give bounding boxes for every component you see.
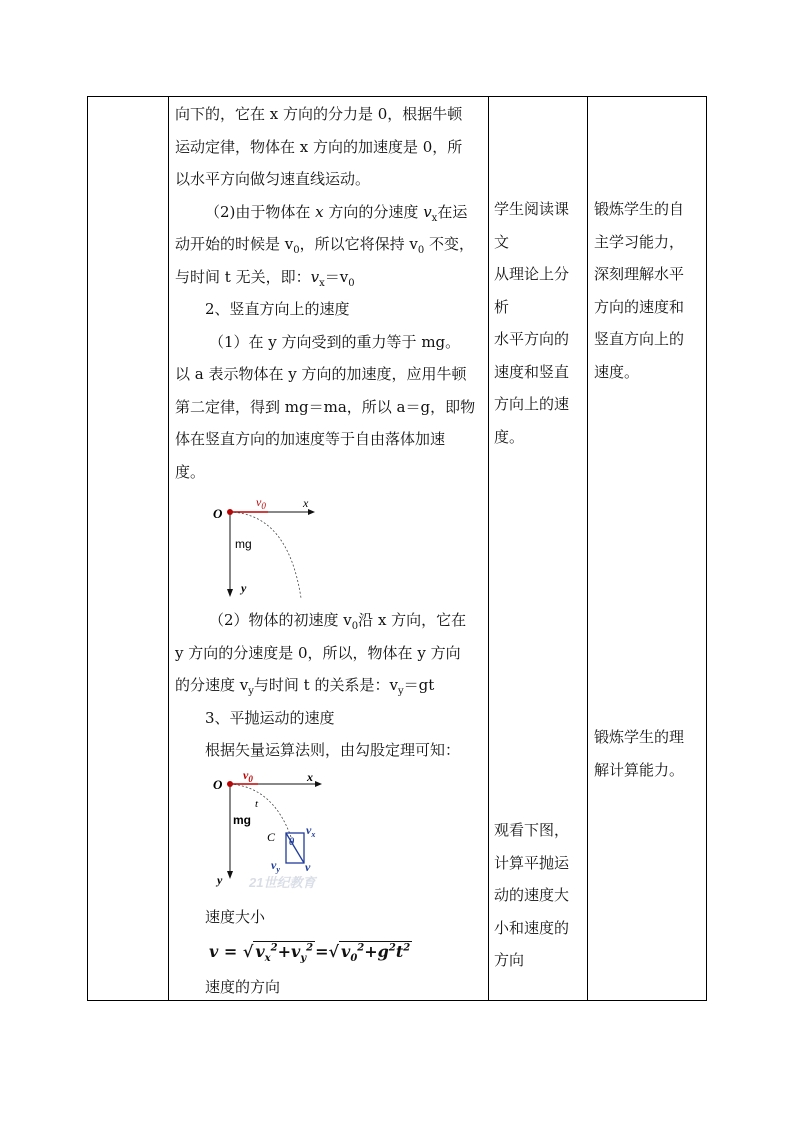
text-line: 速度。 (594, 362, 640, 381)
text-line: 计算平抛运 (494, 853, 570, 872)
text-line: 体在竖直方向的加速度等于自由落体加速 (175, 430, 446, 448)
origin-label: O (213, 776, 223, 792)
text-line: 根据矢量运算法则，由勾股定理可知： (205, 741, 461, 759)
text-line: 锻炼学生的自 (594, 200, 685, 218)
text-line: 文 (494, 232, 510, 251)
text-line: 水平方向的 (494, 330, 570, 348)
student-activity-column (494, 814, 586, 977)
y-axis-label: y (217, 872, 223, 887)
text-line: 运动定律，物体在 x 方向的加速度是 0，所 (175, 137, 463, 156)
text-line: 小和速度的 (494, 918, 570, 937)
design-intent-column (594, 721, 702, 786)
text-line: 以水平方向做匀速直线运动。 (175, 170, 371, 188)
v-label: v (305, 859, 311, 874)
lesson-table (87, 96, 707, 1001)
text-line: 解计算能力。 (594, 760, 685, 779)
text-line: 竖直方向上的 (594, 330, 685, 348)
v0-label: $v_0$ (243, 768, 253, 784)
text-line: 以 a 表示物体在 y 方向的加速度，应用牛顿 (175, 365, 467, 383)
speed-formula: v = √ $v_x^2+v_y^2$ =√ $v_0^2+g^2t^2$ (209, 942, 411, 965)
y-axis-arrow (227, 589, 233, 597)
point-c-label: C (267, 829, 276, 844)
velocity-diagram (203, 769, 363, 901)
text-line: 速度的方向 (205, 978, 281, 996)
text-line: 方向上的速 (494, 395, 570, 413)
text-line: （2）物体的初速度 $v_0$沿 x 方向，它在 (209, 611, 467, 632)
y-axis-arrow (227, 871, 233, 879)
text-line: 学生阅读课 (494, 200, 570, 218)
text-line: （1）在 y 方向受到的重力等于 mg。 (209, 332, 461, 351)
paragraph-horizontal-velocity: （2)由于物体在 x 方向的分速度 $v_x$在运 (205, 202, 468, 224)
trajectory-curve (230, 784, 291, 837)
gravity-diagram (203, 494, 333, 602)
section-heading: 3、平抛运动的速度 (205, 708, 335, 727)
text-line: 锻炼学生的理 (594, 728, 685, 746)
text-line: 主学习能力， (594, 232, 685, 251)
time-label: t (255, 797, 259, 810)
text-line: y 方向的分速度是 0，所以，物体在 y 方向 (175, 643, 461, 662)
text-line: 析 (494, 297, 510, 316)
text-line: 速度大小 (205, 907, 266, 926)
column-divider (587, 97, 588, 1000)
text-line: 方向 (494, 951, 525, 969)
watermark-logo: 21世纪教育 (249, 874, 316, 890)
text-line: 与时间 t 无关，即：$v_x=v_0$ (175, 267, 355, 289)
vx-label: $v_x$ (306, 822, 316, 839)
content-column (175, 98, 491, 1004)
text-line: 速度和竖直 (494, 362, 570, 381)
text-line: 的分速度 $v_y$与时间 t 的关系是：$v_y=gt$ (175, 676, 435, 697)
text-line: 从理论上分 (494, 265, 570, 283)
design-intent-column (594, 193, 702, 388)
y-axis-label: y (241, 581, 247, 595)
column-divider (168, 97, 169, 1000)
text-line: 动的速度大 (494, 886, 570, 904)
x-axis-arrow (315, 781, 322, 787)
gravity-label: mg (233, 812, 251, 827)
student-activity-column (494, 193, 586, 453)
text-line: 向下的，它在 x 方向的分力是 0，根据牛顿 (175, 105, 463, 123)
gravity-label: mg (235, 537, 252, 551)
x-axis-arrow (308, 509, 315, 515)
text-line: 度。 (175, 462, 206, 481)
text-line: 第二定律，得到 mg＝ma，所以 a＝g，即物 (175, 397, 476, 416)
x-axis-label: x (303, 496, 309, 510)
text-line: 度。 (494, 427, 525, 446)
text-line: 观看下图， (494, 821, 570, 839)
text-line: 深刻理解水平 (594, 265, 685, 283)
theta-label: θ (289, 836, 295, 848)
text-line: 动开始的时候是 $v_0$，所以它将保持 $v_0$ 不变， (175, 235, 475, 256)
x-axis-label: x (307, 769, 313, 784)
section-heading: 2、竖直方向上的速度 (205, 300, 350, 318)
text-line: 方向的速度和 (594, 297, 685, 316)
origin-label: O (213, 506, 223, 521)
v0-label: $v_0$ (256, 495, 266, 511)
vy-label: $v_y$ (271, 857, 280, 874)
